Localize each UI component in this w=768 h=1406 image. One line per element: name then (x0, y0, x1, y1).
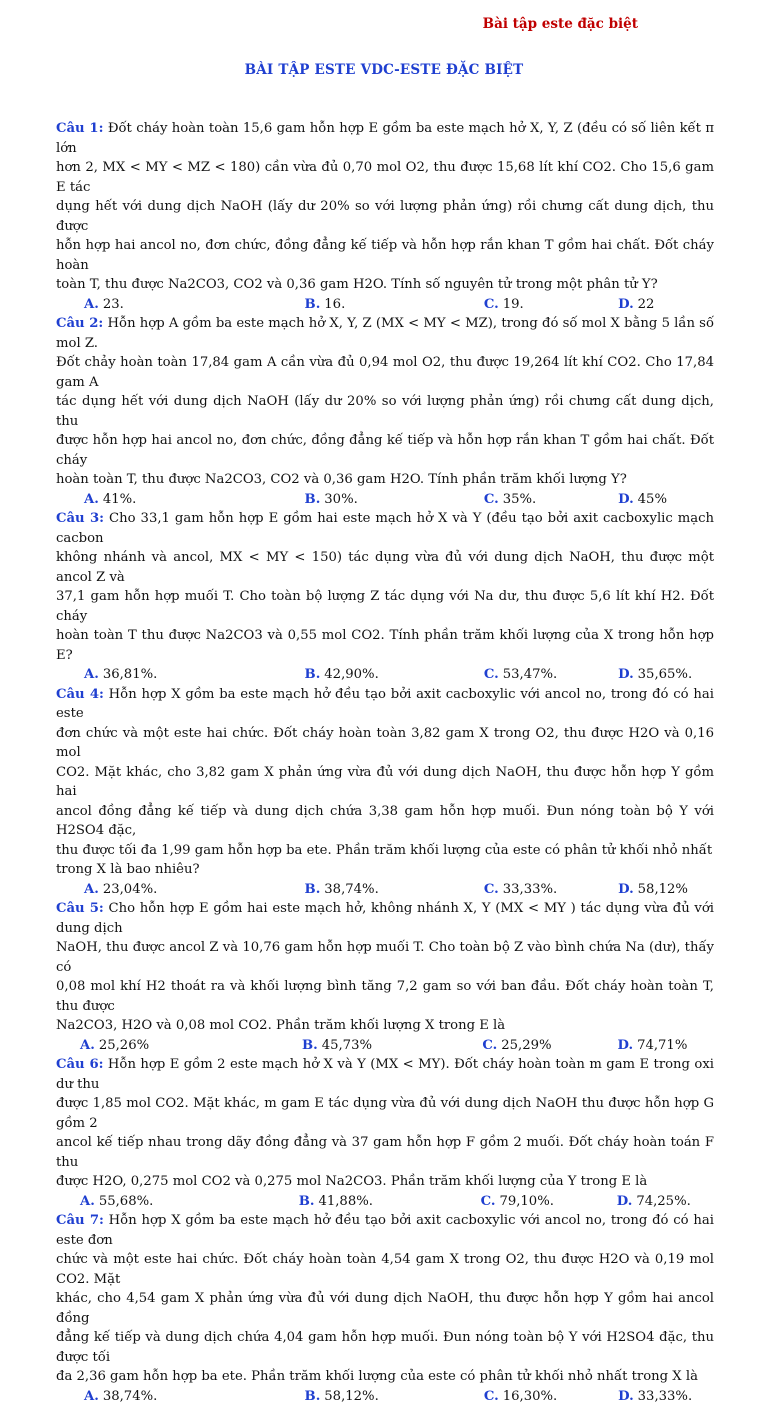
question-line-text: chức và một este hai chức. Đốt cháy hoàn toàn 4,54 gam X trong O2, thu được H2O và 0,19 mol CO2. Mặt (56, 1252, 714, 1287)
question-text-line (56, 899, 714, 938)
answer-value: 22 (638, 297, 655, 312)
answer-option-d (618, 1387, 714, 1406)
answer-options (56, 1387, 714, 1406)
question-line-text: Đốt chảy hoàn toàn 17,84 gam A cần vừa đủ 0,94 mol O2, thu được 19,264 lít khí CO2. Cho 17,84 gam A (56, 355, 714, 390)
question-line-text: hoàn toàn T, thu được Na2CO3, CO2 và 0,36 gam H2O. Tính phần trăm khối lượng Y? (56, 472, 627, 487)
question-line-text: được H2O, 0,275 mol CO2 và 0,275 mol Na2CO3. Phần trăm khối lượng của Y trong E là (56, 1174, 647, 1189)
question-text-line (56, 1367, 714, 1387)
question-line-text: Hỗn hợp A gồm ba este mạch hở X, Y, Z (MX < MY < MZ), trong đó số mol X bằng 5 lần số mol Z. (56, 316, 714, 351)
answer-value: 38,74%. (324, 882, 378, 897)
question-text-line (56, 763, 714, 802)
question-line-text: dụng hết với dung dịch NaOH (lấy dư 20% so với lượng phản ứng) rồi chưng cất dung dịch, thu được (56, 199, 714, 234)
question-1 (56, 119, 714, 314)
answer-value: 35,65%. (638, 667, 692, 682)
question-label: Câu 1: (56, 121, 103, 136)
question-text-line (56, 724, 714, 763)
answer-letter: A. (80, 1194, 95, 1209)
question-label: Câu 4: (56, 687, 104, 702)
answer-option-d (617, 1192, 714, 1212)
question-text-line (56, 802, 714, 841)
answer-options (56, 880, 714, 900)
question-text-line (56, 1055, 714, 1094)
question-line-text: hơn 2, MX < MY < MZ < 180) cần vừa đủ 0,70 mol O2, thu được 15,68 lít khí CO2. Cho 15,6 gam E tác (56, 160, 714, 195)
question-4 (56, 685, 714, 900)
answer-letter: B. (299, 1194, 315, 1209)
answer-value: 23. (103, 297, 124, 312)
question-line-text: đa 2,36 gam hỗn hợp ba ete. Phần trăm khối lượng của este có phân tử khối nhỏ nhất trong X là (56, 1369, 698, 1384)
question-5 (56, 899, 714, 1055)
question-line-text: Hỗn hợp X gồm ba este mạch hở đều tạo bởi axit cacboxylic với ancol no, trong đó có hai este đơn (56, 1213, 714, 1248)
question-text-line (56, 1289, 714, 1328)
question-line-text: được 1,85 mol CO2. Mặt khác, m gam E tác dụng vừa đủ với dung dịch NaOH thu được hỗn hợp G gồm 2 (56, 1096, 714, 1131)
question-text-line (56, 1211, 714, 1250)
question-line-text: 0,08 mol khí H2 thoát ra và khối lượng bình tăng 7,2 gam so với ban đầu. Đốt cháy hoàn toàn T, thu được (56, 979, 714, 1014)
answer-option-a (56, 665, 305, 685)
answer-value: 74,71% (637, 1038, 687, 1053)
answer-letter: A. (84, 667, 99, 682)
question-line-text: đơn chức và một este hai chức. Đốt cháy hoàn toàn 3,82 gam X trong O2, thu được H2O và 0,16 mol (56, 726, 714, 761)
question-list (56, 119, 714, 1406)
answer-letter: A. (80, 1038, 95, 1053)
answer-value: 45% (638, 492, 667, 507)
answer-value: 42,90%. (324, 667, 378, 682)
answer-letter: B. (302, 1038, 318, 1053)
question-text-line (56, 1133, 714, 1172)
answer-letter: D. (618, 667, 634, 682)
question-text-line (56, 860, 714, 880)
answer-value: 74,25%. (636, 1194, 690, 1209)
answer-value: 53,47%. (503, 667, 557, 682)
answer-letter: B. (305, 297, 321, 312)
answer-letter: A. (84, 492, 99, 507)
answer-letter: A. (84, 1389, 99, 1404)
answer-letter: A. (84, 297, 99, 312)
question-text-line (56, 1172, 714, 1192)
question-line-text: khác, cho 4,54 gam X phản ứng vừa đủ với dung dịch NaOH, thu được hỗn hợp Y gồm hai ancol đồng (56, 1291, 714, 1326)
question-line-text: trong X là bao nhiêu? (56, 862, 200, 877)
answer-option-b (305, 295, 484, 315)
question-line-text: toàn T, thu được Na2CO3, CO2 và 0,36 gam H2O. Tính số nguyên tử trong một phân tử Y? (56, 277, 658, 292)
answer-option-b (305, 880, 484, 900)
answer-option-c (484, 880, 618, 900)
question-text-line (56, 314, 714, 353)
answer-option-a (56, 880, 305, 900)
answer-value: 41%. (103, 492, 137, 507)
answer-value: 16,30%. (503, 1389, 557, 1404)
question-text-line (56, 353, 714, 392)
question-text-line (56, 1094, 714, 1133)
question-text-line (56, 119, 714, 158)
answer-option-b (305, 665, 484, 685)
question-line-text: ancol kế tiếp nhau trong dãy đồng đẳng và 37 gam hỗn hợp F gồm 2 muối. Đốt cháy hoàn toán F thu (56, 1135, 714, 1170)
answer-option-a (56, 1387, 305, 1406)
question-line-text: CO2. Mặt khác, cho 3,82 gam X phản ứng vừa đủ với dung dịch NaOH, thu được hỗn hợp Y gồm hai (56, 765, 714, 800)
question-text-line (56, 841, 714, 861)
question-3 (56, 509, 714, 685)
answer-letter: D. (618, 297, 634, 312)
answer-letter: C. (484, 297, 499, 312)
question-line-text: 37,1 gam hỗn hợp muối T. Cho toàn bộ lượng Z tác dụng với Na dư, thu được 5,6 lít khí H2. Đốt cháy (56, 589, 714, 624)
answer-value: 25,29% (501, 1038, 551, 1053)
document-title: BÀI TẬP ESTE VDC-ESTE ĐẶC BIỆT (0, 62, 768, 78)
question-text-line (56, 977, 714, 1016)
answer-value: 79,10%. (499, 1194, 553, 1209)
answer-option-b (299, 1192, 481, 1212)
answer-letter: D. (618, 882, 634, 897)
question-text-line (56, 548, 714, 587)
question-label: Câu 2: (56, 316, 103, 331)
answer-letter: C. (484, 492, 499, 507)
question-label: Câu 5: (56, 901, 104, 916)
answer-value: 55,68%. (99, 1194, 153, 1209)
question-line-text: Hỗn hợp E gồm 2 este mạch hở X và Y (MX < MY). Đốt cháy hoàn toàn m gam E trong oxi dư thu (56, 1057, 714, 1092)
answer-letter: C. (484, 1389, 499, 1404)
answer-option-c (484, 490, 618, 510)
answer-options (56, 490, 714, 510)
question-text-line (56, 392, 714, 431)
answer-value: 33,33%. (503, 882, 557, 897)
answer-option-c (484, 665, 618, 685)
question-7 (56, 1211, 714, 1406)
question-text-line (56, 1250, 714, 1289)
question-text-line (56, 626, 714, 665)
answer-letter: D. (618, 1038, 634, 1053)
question-line-text: NaOH, thu được ancol Z và 10,76 gam hỗn hợp muối T. Cho toàn bộ Z vào bình chứa Na (dư), thấy có (56, 940, 714, 975)
answer-option-b (305, 490, 484, 510)
question-line-text: Hỗn hợp X gồm ba este mạch hở đều tạo bởi axit cacboxylic với ancol no, trong đó có hai este (56, 687, 714, 722)
question-line-text: tác dụng hết với dung dịch NaOH (lấy dư 20% so với lượng phản ứng) rồi chưng cất dung dịch, thu (56, 394, 714, 429)
answer-options (56, 665, 714, 685)
question-text-line (56, 236, 714, 275)
question-text-line (56, 587, 714, 626)
question-text-line (56, 938, 714, 977)
question-2 (56, 314, 714, 509)
question-line-text: hỗn hợp hai ancol no, đơn chức, đồng đẳng kế tiếp và hỗn hợp rắn khan T gồm hai chất. Đốt cháy hoàn (56, 238, 714, 273)
answer-option-d (618, 880, 714, 900)
question-text-line (56, 509, 714, 548)
answer-letter: B. (305, 492, 321, 507)
answer-letter: C. (481, 1194, 496, 1209)
answer-option-a (56, 1192, 304, 1212)
question-label: Câu 7: (56, 1213, 104, 1228)
answer-letter: C. (484, 667, 499, 682)
answer-value: 45,73% (322, 1038, 372, 1053)
answer-option-b (302, 1036, 482, 1056)
question-line-text: thu được tối đa 1,99 gam hỗn hợp ba ete. Phần trăm khối lượng của este có phân tử khối nhỏ nhất (56, 843, 712, 858)
answer-option-a (56, 490, 305, 510)
question-line-text: Na2CO3, H2O và 0,08 mol CO2. Phần trăm khối lượng X trong E là (56, 1018, 505, 1033)
answer-value: 19. (503, 297, 524, 312)
question-text-line (56, 431, 714, 470)
answer-option-c (484, 1387, 618, 1406)
question-line-text: hoàn toàn T thu được Na2CO3 và 0,55 mol CO2. Tính phần trăm khối lượng của X trong hỗn hợp E? (56, 628, 714, 663)
answer-options (56, 1036, 714, 1056)
answer-value: 33,33%. (638, 1389, 692, 1404)
answer-letter: C. (482, 1038, 497, 1053)
question-label: Câu 3: (56, 511, 104, 526)
answer-value: 41,88%. (318, 1194, 372, 1209)
answer-option-b (305, 1387, 484, 1406)
answer-value: 58,12% (638, 882, 688, 897)
answer-value: 25,26% (99, 1038, 149, 1053)
answer-option-c (484, 295, 618, 315)
answer-letter: A. (84, 882, 99, 897)
question-label: Câu 6: (56, 1057, 104, 1072)
answer-option-c (482, 1036, 617, 1056)
question-text-line (56, 1328, 714, 1367)
answer-option-d (618, 490, 714, 510)
question-text-line (56, 158, 714, 197)
answer-letter: D. (618, 492, 634, 507)
answer-option-c (481, 1192, 617, 1212)
answer-value: 58,12%. (324, 1389, 378, 1404)
question-line-text: Cho hỗn hợp E gồm hai este mạch hở, không nhánh X, Y (MX < MY ) tác dụng vừa đủ với dung dịch (56, 901, 714, 936)
question-line-text: ancol đồng đẳng kế tiếp và dung dịch chứa 3,38 gam hỗn hợp muối. Đun nóng toàn bộ Y với H2SO4 đặc, (56, 804, 714, 839)
answer-option-a (56, 1036, 302, 1056)
question-line-text: đẳng kế tiếp và dung dịch chứa 4,04 gam hỗn hợp muối. Đun nóng toàn bộ Y với H2SO4 đặc, thu được tối (56, 1330, 714, 1365)
answer-option-d (618, 295, 714, 315)
question-text-line (56, 197, 714, 236)
answer-option-d (618, 665, 714, 685)
question-text-line (56, 470, 714, 490)
answer-value: 30%. (324, 492, 358, 507)
question-line-text: Đốt cháy hoàn toàn 15,6 gam hỗn hợp E gồm ba este mạch hở X, Y, Z (đều có số liên kết π lớn (56, 121, 714, 156)
answer-option-a (56, 295, 305, 315)
header-note: Bài tập este đặc biệt (483, 16, 638, 32)
answer-options (56, 295, 714, 315)
answer-letter: D. (617, 1194, 633, 1209)
answer-letter: D. (618, 1389, 634, 1404)
answer-value: 35%. (503, 492, 537, 507)
question-text-line (56, 1016, 714, 1036)
question-line-text: không nhánh và ancol, MX < MY < 150) tác dụng vừa đủ với dung dịch NaOH, thu được một ancol Z và (56, 550, 714, 585)
answer-value: 23,04%. (103, 882, 157, 897)
answer-value: 16. (324, 297, 345, 312)
answer-value: 38,74%. (103, 1389, 157, 1404)
question-line-text: Cho 33,1 gam hỗn hợp E gồm hai este mạch hở X và Y (đều tạo bởi axit cacboxylic mạch cacbon (56, 511, 714, 546)
question-text-line (56, 275, 714, 295)
answer-options (56, 1192, 714, 1212)
question-6 (56, 1055, 714, 1211)
answer-letter: B. (305, 1389, 321, 1404)
answer-option-d (618, 1036, 715, 1056)
question-line-text: được hỗn hợp hai ancol no, đơn chức, đồng đẳng kế tiếp và hỗn hợp rắn khan T gồm hai chất. Đốt cháy (56, 433, 714, 468)
answer-letter: B. (305, 667, 321, 682)
answer-value: 36,81%. (103, 667, 157, 682)
question-text-line (56, 685, 714, 724)
answer-letter: B. (305, 882, 321, 897)
answer-letter: C. (484, 882, 499, 897)
